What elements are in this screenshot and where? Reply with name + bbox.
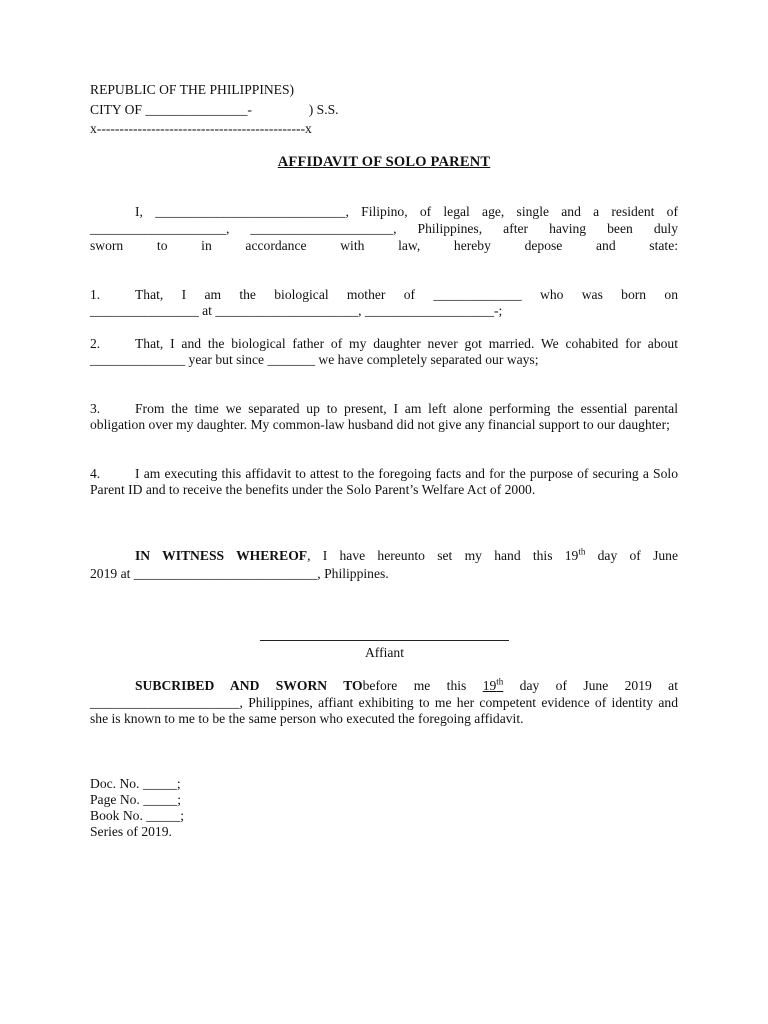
header-divider: x----------------------------------------------x — [90, 121, 312, 136]
paragraph-3 — [90, 401, 678, 433]
intro-line-1 — [90, 204, 678, 220]
header-city — [90, 102, 339, 118]
intro-i: I, — [135, 204, 143, 219]
witness-line-2: 2019 at ___________________________, Philippines. — [90, 566, 389, 581]
p1-number: 1. — [90, 287, 101, 302]
intro-line-2: ____________________, _____________________, Philippines, after having been duly — [90, 221, 678, 236]
witness-line-1 — [90, 548, 678, 564]
subscribed-text-a: before me this — [362, 678, 483, 693]
signature-line — [260, 640, 509, 641]
notary-book-no: Book No. _____; — [90, 808, 185, 823]
header-republic: REPUBLIC OF THE PHILIPPINES) — [90, 82, 295, 97]
intro-line-3: sworn to in accordance with law, hereby depose and state: — [90, 238, 678, 253]
subscribed-text-b: day of June 2019 at — [503, 678, 678, 693]
p4-number: 4. — [90, 466, 101, 481]
paragraph-1-line-2: ________________ at _____________________, ___________________-; — [90, 303, 503, 318]
witness-text-a: , I have hereunto set my hand this 19 — [307, 548, 579, 563]
paragraph-2 — [90, 336, 678, 368]
p1-line1-text: That, I am the biological mother of _____________ who was born on — [135, 287, 678, 302]
subscribed-day: 19th — [482, 676, 504, 693]
paragraph-1-line-1 — [90, 287, 678, 303]
notary-doc-no: Doc. No. _____; — [90, 776, 181, 791]
intro-line1-text: ____________________________, Filipino, of legal age, single and a resident of — [155, 204, 678, 219]
witness-sup: th — [578, 546, 586, 557]
subscribed-rest: ______________________, Philippines, affiant exhibiting to me her competent evidence of identity and she is known to me to be the same person who executed the foregoing affidavit. — [90, 695, 678, 726]
affiant-label: Affiant — [364, 645, 404, 660]
city-blank: _______________- — [145, 102, 252, 117]
notary-series: Series of 2019. — [90, 824, 172, 839]
subscribed-line-1 — [90, 678, 678, 694]
paragraph-4 — [90, 466, 678, 498]
document-title: AFFIDAVIT OF SOLO PARENT — [277, 154, 491, 170]
p2-number: 2. — [90, 336, 101, 351]
witness-bold: IN WITNESS WHEREOF — [135, 548, 308, 563]
ss-label: ) S.S. — [308, 102, 339, 117]
p3-number: 3. — [90, 401, 101, 416]
p2-text: That, I and the biological father of my daughter never got married. We cohabited for about ______________ year but since _______ we have completely separated our ways; — [90, 336, 678, 367]
notary-page-no: Page No. _____; — [90, 792, 181, 807]
p3-text: From the time we separated up to present, I am left alone performing the essential parental obligation over my daughter. My common-law husband did not give any financial support to our daughter; — [90, 401, 678, 432]
p4-text: I am executing this affidavit to attest to the foregoing facts and for the purpose of securing a Solo Parent ID and to receive the benefits under the Solo Parent’s Welfare Act of 2000. — [90, 466, 678, 497]
witness-text-b: day of June — [585, 548, 678, 563]
subscribed-bold: SUBCRIBED AND SWORN TO — [135, 678, 363, 693]
city-prefix: CITY OF — [90, 102, 142, 117]
